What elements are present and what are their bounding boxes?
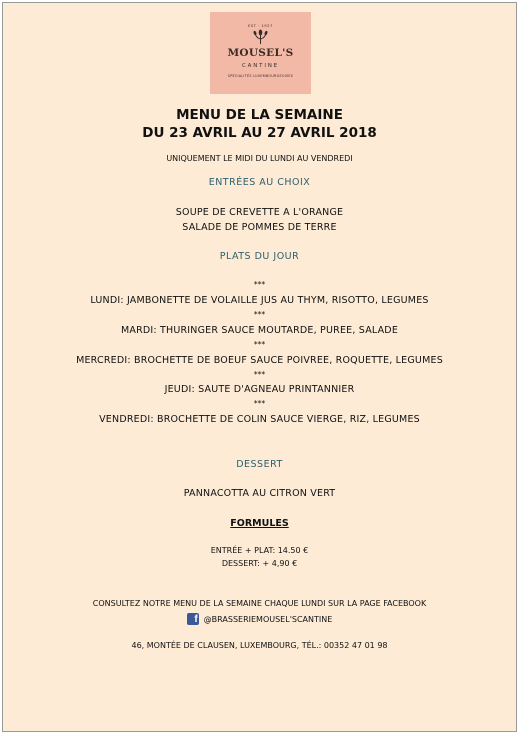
plats-heading: PLATS DU JOUR (219, 251, 300, 262)
facebook-link[interactable] (3, 613, 516, 625)
brand-logo (210, 12, 311, 94)
address: 46, MONTÉE DE CLAUSEN, LUXEMBOURG, TÉL.: 00352 47 01 98 (131, 641, 388, 650)
formule-entree-plat: ENTRÉE + PLAT: 14.50 € (210, 546, 309, 555)
plat-monday: LUNDI: JAMBONETTE DE VOLAILLE JUS AU THYM, RISOTTO, LEGUMES (90, 295, 429, 306)
service-notice: UNIQUEMENT LE MIDI DU LUNDI AU VENDREDI (166, 154, 353, 163)
facebook-handle[interactable]: @BRASSERIEMOUSEL'SCANTINE (203, 614, 333, 624)
separator: *** (253, 340, 266, 349)
separator: *** (253, 399, 266, 408)
logo-name: MOUSEL'S (227, 47, 294, 59)
facebook-notice: CONSULTEZ NOTRE MENU DE LA SEMAINE CHAQUE LUNDI SUR LA PAGE FACEBOOK (92, 599, 427, 608)
formule-dessert: DESSERT: + 4,90 € (221, 559, 298, 568)
plat-friday: VENDREDI: BROCHETTE DE COLIN SAUCE VIERGE, RIZ, LEGUMES (99, 414, 420, 425)
logo-tagline: SPÉCIALITÉS LUXEMBOURGEOISES (227, 74, 294, 78)
menu-page (2, 2, 517, 732)
formules-heading: FORMULES (230, 518, 289, 529)
entree-item: SOUPE DE CREVETTE A L'ORANGE (175, 207, 344, 218)
plat-tuesday: MARDI: THURINGER SAUCE MOUTARDE, PUREE, SALADE (120, 325, 399, 336)
logo-est-text: EST · 1927 (248, 24, 273, 28)
dessert-item: PANNACOTTA AU CITRON VERT (183, 488, 336, 499)
plat-thursday: JEUDI: SAUTE D'AGNEAU PRINTANNIER (164, 384, 355, 395)
separator: *** (253, 370, 266, 379)
menu-title: MENU DE LA SEMAINE (176, 107, 343, 123)
separator: *** (253, 310, 266, 319)
dessert-heading: DESSERT (236, 459, 283, 470)
plat-wednesday: MERCREDI: BROCHETTE DE BOEUF SAUCE POIVREE, ROQUETTE, LEGUMES (76, 355, 443, 366)
menu-date-range: DU 23 AVRIL AU 27 AVRIL 2018 (142, 125, 377, 141)
wheat-icon (250, 29, 271, 45)
entree-item: SALADE DE POMMES DE TERRE (182, 222, 337, 233)
logo-subtitle: CANTINE (242, 63, 279, 69)
entrees-heading: ENTRÉES AU CHOIX (208, 177, 311, 188)
separator: *** (253, 280, 266, 289)
facebook-icon: f (187, 613, 199, 625)
